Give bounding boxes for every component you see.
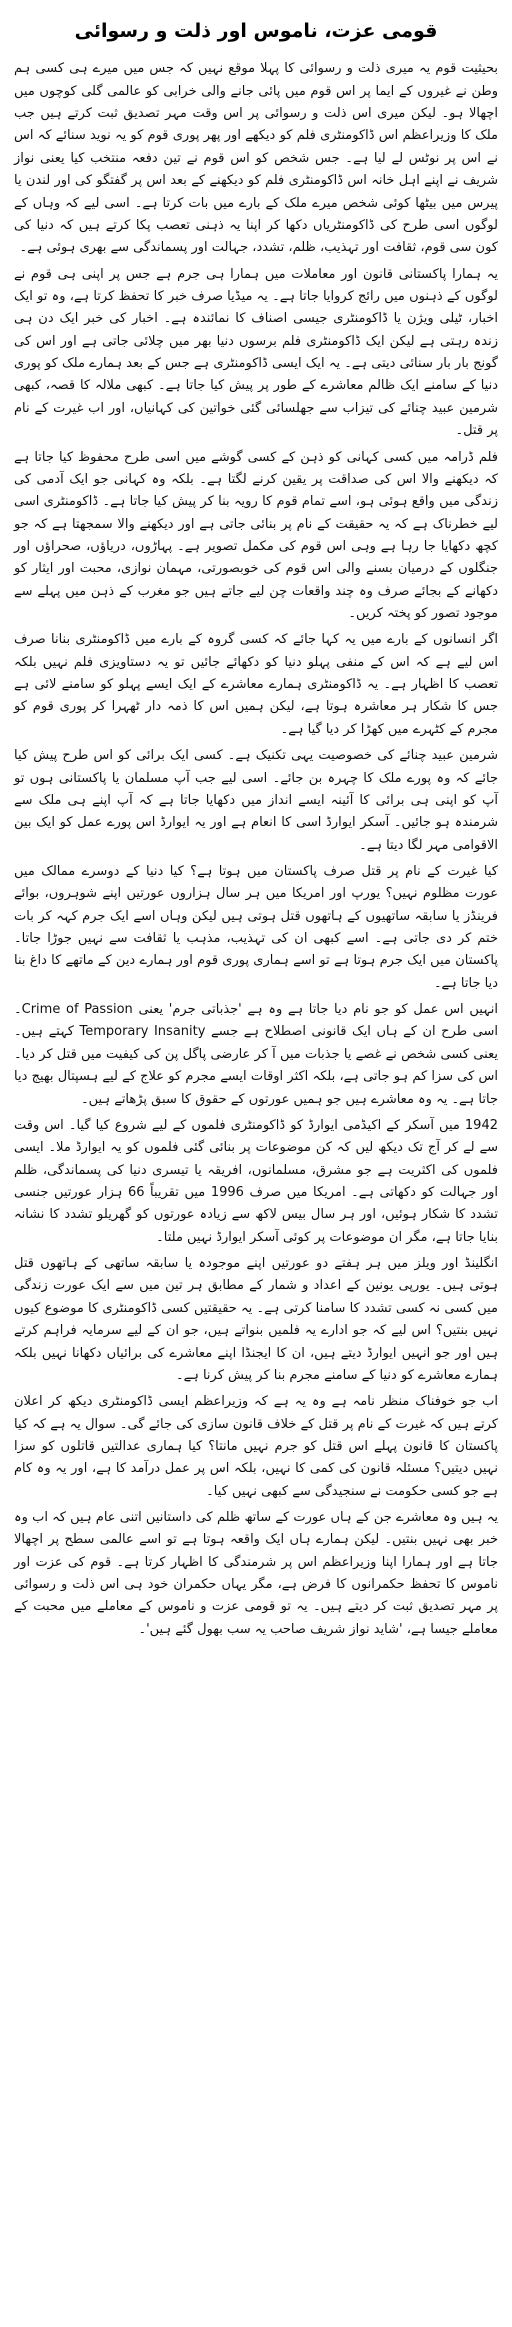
article-body xyxy=(14,58,498,1641)
article-paragraph: شرمین عبید چنائے کی خصوصیت یہی تکنیک ہے۔ کسی ایک برائی کو اس طرح پیش کیا جائے کہ وہ پورے ملک کا چہرہ بن جائے۔ اسی لیے جب آپ مسلمان یا پاکستانی ہوں تو آپ کو اپنی ہی برائی کا آئینہ ایسے انداز میں دکھایا جاتا ہے کہ آپ اپنے ہی ملک سے شرمندہ ہو جائیں۔ آسکر ایوارڈ اسی کا انعام ہے اور یہ ایوارڈ اس پورے عمل کو ایک بین الاقوامی مہر لگا دیتا ہے۔ xyxy=(14,748,498,853)
article-paragraph: فلم ڈرامہ میں کسی کہانی کو ذہن کے کسی گوشے میں اسی طرح محفوظ کیا جاتا ہے کہ دیکھنے والا اس کی صداقت پر یقین کرنے لگتا ہے۔ بلکہ وہ کہانی جو ایک آدمی کی زندگی میں واقع ہوئی ہو، اسے تمام قوم کا رویہ بنا کر پیش کیا جاتا ہے۔ ڈاکومنٹری اسی لیے خطرناک ہے کہ یہ حقیقت کے نام پر بنائی جاتی ہے اور دیکھنے والا سمجھتا ہے کہ جو کچھ دکھایا جا رہا ہے وہی اس قوم کی مکمل تصویر ہے۔ پہاڑوں، دریاؤں، صحراؤں اور جنگلوں کے درمیان بسنے والی اس قوم کی خوبصورتی، مہمان نوازی، محبت اور ایثار کو دکھانے کے بجائے صرف وہ چند واقعات چن لیے جاتے ہیں جو مغرب کے ذہن میں پہلے سے موجود تصور کو پختہ کریں۔ xyxy=(14,449,498,622)
article-headline: قومی عزت، ناموس اور ذلت و رسوائی xyxy=(74,20,438,42)
article-paragraph: کیا غیرت کے نام پر قتل صرف پاکستان میں ہوتا ہے؟ کیا دنیا کے دوسرے ممالک میں عورت مظلوم نہیں؟ یورپ اور امریکا میں ہر سال ہزاروں عورتیں اپنے شوہروں، بوائے فرینڈز یا سابقہ ساتھیوں کے ہاتھوں قتل ہوتی ہیں لیکن وہاں اسے ایک جرم کہہ کر بات ختم کر دی جاتی ہے۔ اسے کبھی ان کی تہذیب، مذہب یا ثقافت سے نہیں جوڑا جاتا۔ پاکستان میں ایک جرم ہوتا ہے تو اسے ہماری پوری قوم اور ہمارے دین کے ماتھے کا داغ بنا دیا جاتا ہے۔ xyxy=(14,863,498,991)
article-paragraph: انگلینڈ اور ویلز میں ہر ہفتے دو عورتیں اپنے موجودہ یا سابقہ ساتھی کے ہاتھوں قتل ہوتی ہیں۔ یورپی یونین کے اعداد و شمار کے مطابق ہر تین میں سے ایک عورت زندگی میں کسی نہ کسی تشدد کا سامنا کرتی ہے۔ یہ حقیقتیں کسی ڈاکومنٹری کا موضوع کیوں نہیں بنتیں؟ اس لیے کہ جو ادارے یہ فلمیں بنواتے ہیں، جو ان کے لیے سرمایہ فراہم کرتے ہیں اور جو انہیں ایوارڈ دیتے ہیں، ان کا ایجنڈا اپنے معاشرے کی برائیاں دکھانا نہیں بلکہ ہمارے معاشرے کو دنیا کے سامنے مجرم بنا کر پیش کرنا ہے۔ xyxy=(14,1256,498,1383)
article-paragraph: انہیں اس عمل کو جو نام دیا جاتا ہے وہ ہے 'جذباتی جرم' یعنی Crime of Passion۔ اسی طرح ان کے ہاں ایک قانونی اصطلاح ہے جسے Temporary Insanity کہتے ہیں۔ یعنی کسی شخص نے غصے یا جذبات میں آ کر عارضی پاگل پن کی کیفیت میں قتل کر دیا۔ اس کی سزا کم ہو جاتی ہے، بلکہ اکثر اوقات ایسے مجرم کو علاج کے لیے ہسپتال بھیج دیا جاتا ہے۔ یہ وہ معاشرے ہیں جو ہمیں عورتوں کے حقوق کا سبق پڑھاتے ہیں۔ xyxy=(14,1002,499,1107)
article-paragraph: بحیثیت قوم یہ میری ذلت و رسوائی کا پہلا موقع نہیں کہ جس میں میرے ہی کسی ہم وطن نے غیروں کے ایما پر اس قوم میں پائی جانے والی خرابی کو عالمی گلی کوچوں میں اچھالا ہو۔ لیکن میری اس ذلت و رسوائی پر اس وقت مہر تصدیق ثبت کرتے ہیں جب ملک کا وزیراعظم اس ڈاکومنٹری فلم کو دیکھے اور پھر پوری قوم کو یہ نوید سنائے کہ اس نے اس پر نوٹس لے لیا ہے۔ جس شخص کو اس قوم نے تین دفعہ منتخب کیا یعنی نواز شریف نے اپنے اہل خانہ اس ڈاکومنٹری فلم کو دیکھنے کے بعد اس پر گفتگو کی اور لندن یا پیرس میں بیٹھا کوئی شخص میرے ملک کے بارے میں بات کرتا ہے۔ اسی لیے کہ وہاں کے لوگوں اسی طرح کی ڈاکومنٹریاں دکھا کر اپنا یہ ذہنی تعصب پکا کرتے ہیں کہ دنیا کی کون سی قوم، ثقافت اور تہذیب، ظلم، تشدد، جہالت اور پسماندگی سے بھری ہوئی ہے۔ xyxy=(14,61,498,256)
article-paragraph: یہ ہمارا پاکستانی قانون اور معاملات میں ہمارا ہی جرم ہے جس پر اپنی ہی قوم نے لوگوں کے ذہنوں میں رائج کروایا جاتا ہے۔ یہ میڈیا صرف خبر کا تحفظ کرتا ہے، وہ تو ایک اخبار، ٹیلی ویژن یا ڈاکومنٹری جیسی اصناف کا نمائندہ ہے۔ اخبار کی خبر ایک دن ہی زندہ رہتی ہے لیکن ایک ڈاکومنٹری فلم برسوں دنیا بھر میں چلائی جاتی ہے اور اس کی گونج بار بار سنائی دیتی ہے۔ یہ ایک ایسی ڈاکومنٹری ہے جس کے بعد ہمارے ملک کو پوری دنیا کے سامنے ایک ظالم معاشرے کے طور پر پیش کیا جاتا ہے۔ کبھی ملالہ کا قصہ، کبھی شرمین عبید چنائے کی تیزاب سے جھلسائی گئی خواتین کی کہانیاں، اور اب غیرت کے نام پر قتل۔ xyxy=(14,266,498,439)
article-paragraph: یہ ہیں وہ معاشرے جن کے ہاں عورت کے ساتھ ظلم کی داستانیں اتنی عام ہیں کہ اب وہ خبر بھی نہیں بنتیں۔ لیکن ہمارے ہاں ایک واقعہ ہوتا ہے تو اسے عالمی سطح پر اچھالا جاتا ہے اور ہمارا اپنا وزیراعظم اس پر شرمندگی کا اظہار کرتا ہے۔ قوم کی عزت اور ناموس کا تحفظ حکمرانوں کا فرض ہے، مگر یہاں حکمران خود ہی اس ذلت و رسوائی پر مہر تصدیق ثبت کر دیتے ہیں۔ یہ تو قومی عزت و ناموس کے معاملے میں محبت کے معاملے جیسا ہے، 'شاید نواز شریف صاحب یہ سب بھول گئے ہیں'۔ xyxy=(14,1510,498,1637)
article-paragraph: اگر انسانوں کے بارے میں یہ کہا جائے کہ کسی گروہ کے بارے میں ڈاکومنٹری بنانا صرف اس لیے ہے کہ اس کے منفی پہلو دنیا کو دکھائے جائیں تو یہ دستاویزی فلم نہیں بلکہ تعصب کا اظہار ہے۔ یہ ڈاکومنٹری ہمارے معاشرے کے ایک ایسے پہلو کو سامنے لائی ہے جس کا شکار ہر معاشرہ ہوتا ہے، لیکن ہمیں اس کا ذمہ دار ٹھہرا کر پوری قوم کو مجرم کے کٹہرے میں کھڑا کر دیا گیا ہے۔ xyxy=(14,632,498,737)
article-paragraph: 1942 میں آسکر کے اکیڈمی ایوارڈ کو ڈاکومنٹری فلموں کے لیے شروع کیا گیا۔ اس وقت سے لے کر آج تک دیکھ لیں کہ کن موضوعات پر بنائی گئی فلموں کو یہ ایوارڈ ملا۔ ایسی فلموں کی اکثریت ہے جو مشرق، مسلمانوں، افریقہ یا تیسری دنیا کی پسماندگی، ظلم اور جہالت کو دکھاتی ہے۔ امریکا میں صرف 1996 میں تقریباً 66 ہزار عورتیں جنسی تشدد کا شکار ہوئیں، اور ہر سال بیس لاکھ سے زیادہ عورتوں کو گھریلو تشدد کا نشانہ بنایا جاتا ہے، مگر ان موضوعات پر کوئی آسکر ایوارڈ نہیں ملتا۔ xyxy=(14,1117,498,1245)
article-paragraph: اب جو خوفناک منظر نامہ ہے وہ یہ ہے کہ وزیراعظم ایسی ڈاکومنٹری دیکھ کر اعلان کرتے ہیں کہ غیرت کے نام پر قتل کے خلاف قانون سازی کی جائے گی۔ سوال یہ ہے کہ کیا پاکستان کا قانون پہلے اس قتل کو جرم نہیں مانتا؟ کیا ہماری عدالتیں قاتلوں کو سزا نہیں دیتیں؟ مسئلہ قانون کی کمی کا نہیں، بلکہ اس پر عمل درآمد کا ہے، اور یہ وہ کام ہے جو کسی حکومت نے سنجیدگی سے کبھی نہیں کیا۔ xyxy=(14,1394,498,1499)
